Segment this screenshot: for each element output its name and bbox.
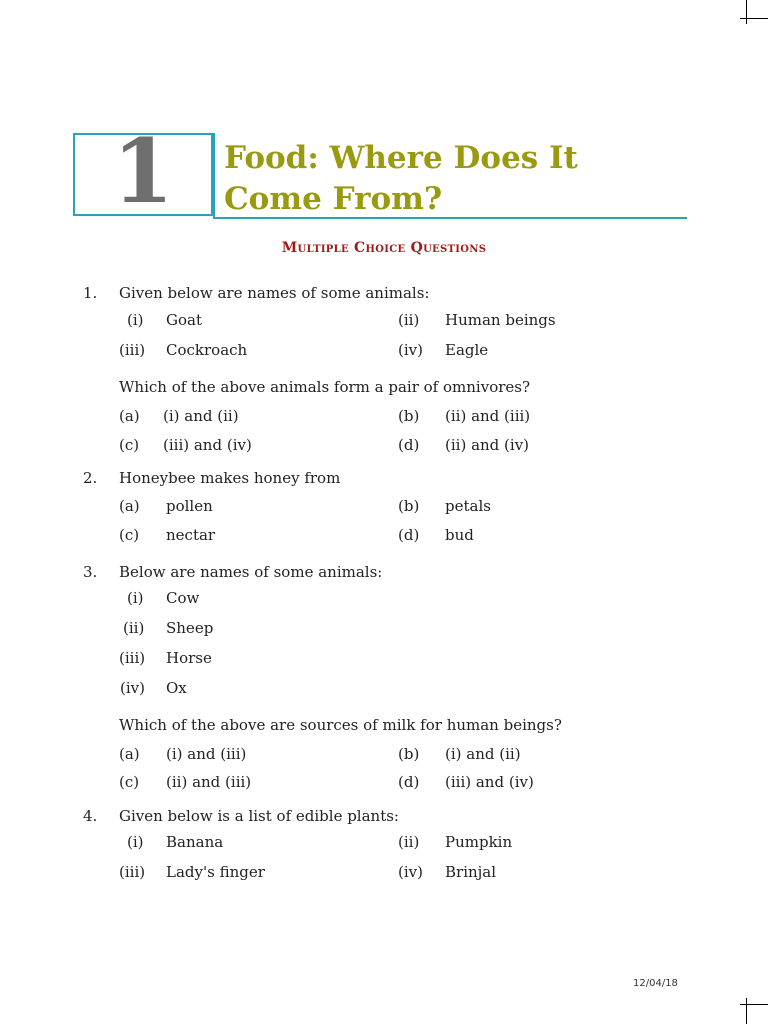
item-text: Pumpkin — [445, 833, 513, 851]
question-prompt: Which of the above animals form a pair of omnivores? — [119, 378, 531, 396]
item-label: (ii) — [398, 311, 420, 329]
question-stem: Given below are names of some animals: — [119, 284, 430, 302]
option-label: (a) — [119, 407, 140, 425]
option-label: (c) — [119, 526, 140, 544]
question-number: 3. — [83, 563, 98, 581]
option-text: (iii) and (iv) — [163, 436, 252, 454]
option-label: (c) — [119, 773, 140, 791]
item-text: Sheep — [166, 619, 214, 637]
section-title: Multiple Choice Questions — [281, 240, 487, 256]
question-number: 1. — [83, 284, 98, 302]
item-label: (iv) — [120, 679, 145, 697]
chapter-title-line2: Come From? — [224, 181, 443, 217]
option-label: (a) — [119, 497, 140, 515]
crop-mark-bottom-vertical — [746, 998, 747, 1024]
chapter-number: 1 — [112, 119, 174, 223]
option-label: (d) — [398, 773, 420, 791]
item-label: (ii) — [123, 619, 145, 637]
item-label: (i) — [127, 311, 144, 329]
item-label: (iv) — [398, 341, 423, 359]
option-text: (i) and (iii) — [166, 745, 247, 763]
option-text: (i) and (ii) — [163, 407, 239, 425]
item-text: Horse — [166, 649, 212, 667]
item-text: Cockroach — [166, 341, 248, 359]
item-text: Brinjal — [445, 863, 497, 881]
crop-mark-top-vertical — [746, 0, 747, 24]
option-text: (ii) and (iii) — [166, 773, 252, 791]
option-label: (b) — [398, 745, 420, 763]
question-stem: Honeybee makes honey from — [119, 469, 341, 487]
option-label: (a) — [119, 745, 140, 763]
chapter-number-box — [73, 119, 213, 223]
item-label: (iv) — [398, 863, 423, 881]
question-stem: Below are names of some animals: — [119, 563, 383, 581]
chapter-title — [224, 138, 684, 220]
option-text: (iii) and (iv) — [445, 773, 534, 791]
option-label: (d) — [398, 526, 420, 544]
option-text: bud — [445, 526, 474, 544]
item-text: Banana — [166, 833, 224, 851]
option-label: (d) — [398, 436, 420, 454]
item-text: Ox — [166, 679, 187, 697]
option-label: (b) — [398, 407, 420, 425]
option-text: (ii) and (iv) — [445, 436, 530, 454]
footer-date: 12/04/18 — [633, 978, 678, 989]
crop-mark-top-horizontal — [740, 18, 768, 19]
question-number: 2. — [83, 469, 98, 487]
question-number: 4. — [83, 807, 98, 825]
item-text: Lady's finger — [166, 863, 265, 881]
question-prompt: Which of the above are sources of milk for human beings? — [119, 716, 562, 734]
option-text: pollen — [166, 497, 213, 515]
option-text: (i) and (ii) — [445, 745, 521, 763]
item-label: (i) — [127, 833, 144, 851]
item-text: Human beings — [445, 311, 556, 329]
item-text: Cow — [166, 589, 200, 607]
item-label: (ii) — [398, 833, 420, 851]
option-text: (ii) and (iii) — [445, 407, 531, 425]
option-label: (c) — [119, 436, 140, 454]
question-stem: Given below is a list of edible plants: — [119, 807, 399, 825]
item-label: (iii) — [119, 341, 146, 359]
item-label: (i) — [127, 589, 144, 607]
item-text: Eagle — [445, 341, 489, 359]
item-text: Goat — [166, 311, 202, 329]
option-label: (b) — [398, 497, 420, 515]
item-label: (iii) — [119, 863, 146, 881]
crop-mark-bottom-horizontal — [740, 1004, 768, 1005]
option-text: petals — [445, 497, 491, 515]
item-label: (iii) — [119, 649, 146, 667]
chapter-title-line1: Food: Where Does It — [224, 140, 578, 176]
option-text: nectar — [166, 526, 216, 544]
title-divider — [213, 133, 215, 219]
